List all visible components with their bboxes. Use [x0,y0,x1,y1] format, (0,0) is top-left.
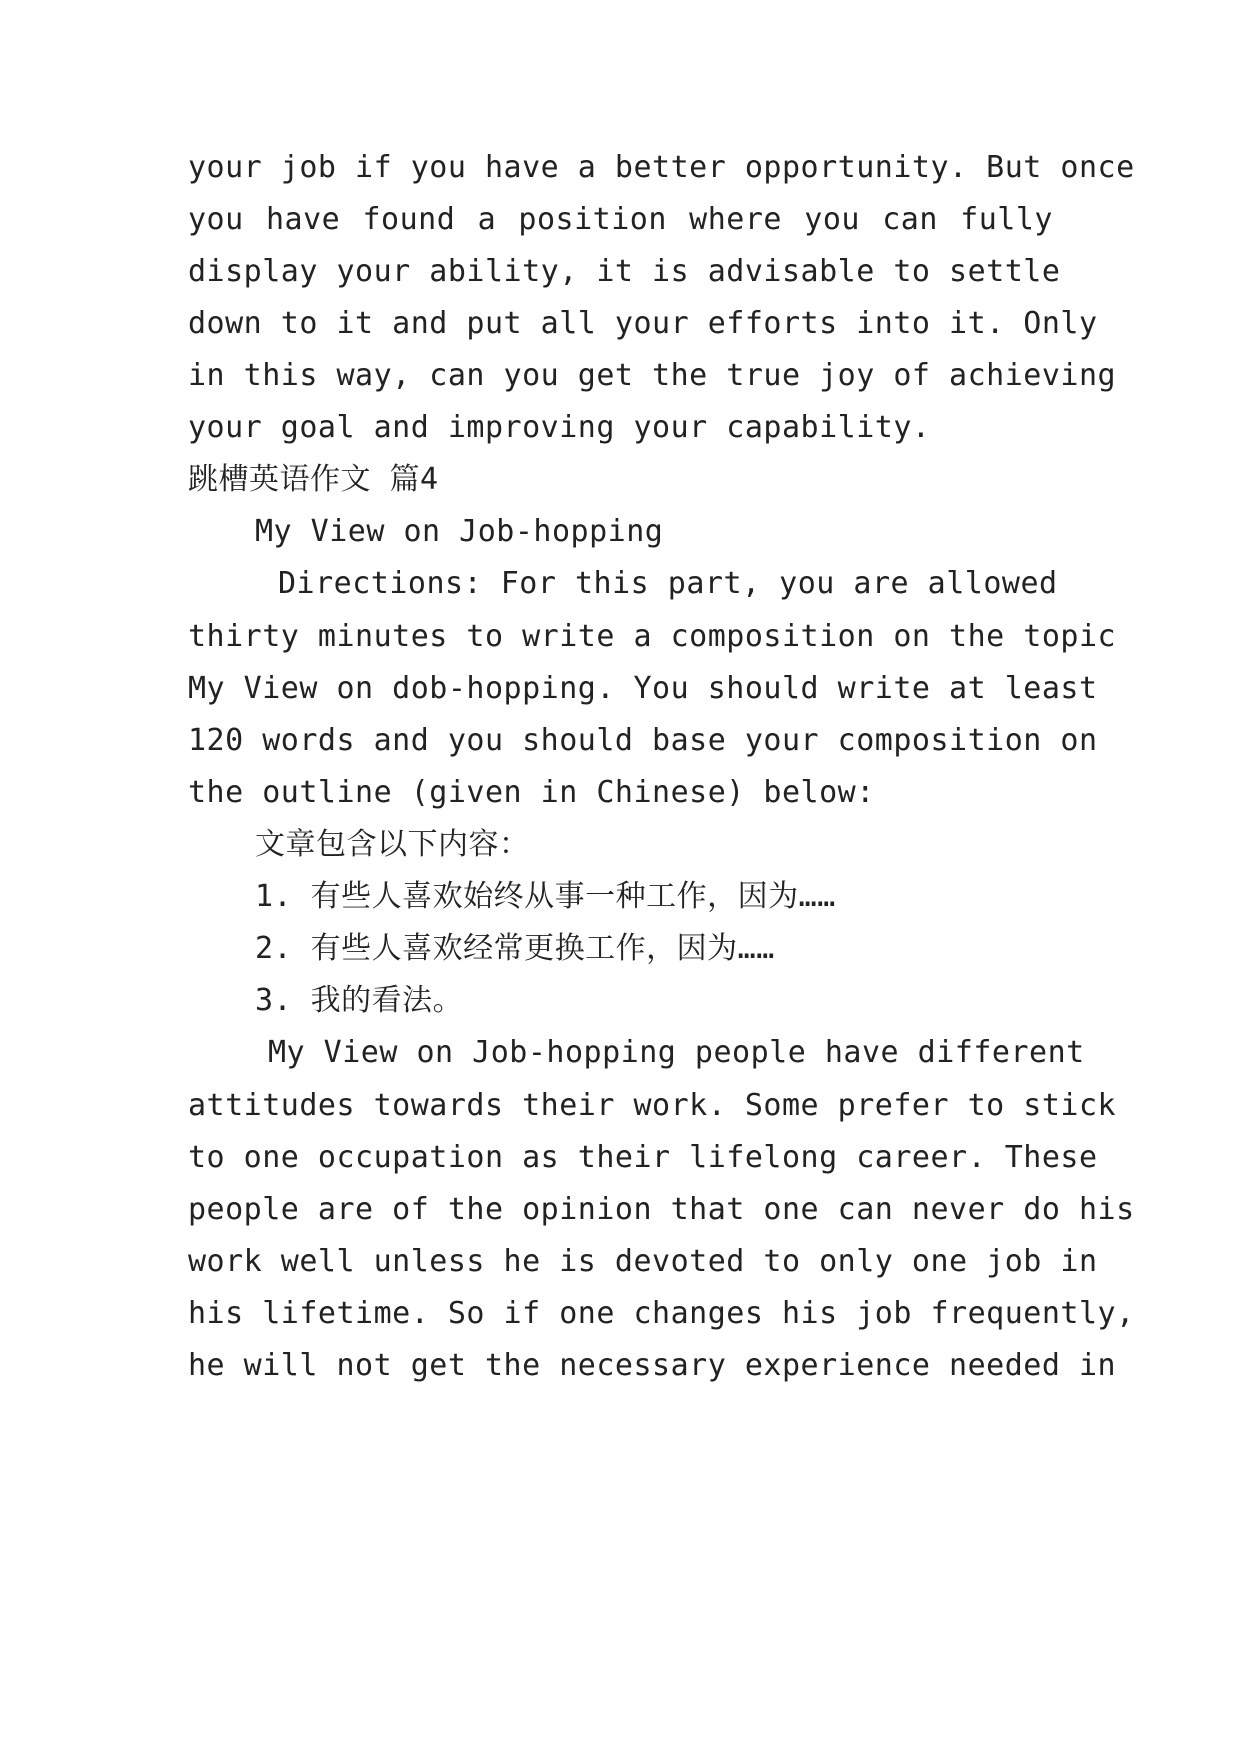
essay-text-line: My View on Job-hopping people have different [268,1035,1085,1070]
directions-text-line: Directions: For this part, you are allowed [278,566,1058,601]
section-heading: 跳槽英语作文 篇4 [188,462,439,497]
body-text-line: display your ability, it is advisable to settle [188,254,1061,289]
essay-text-line: work well unless he is devoted to only one job in [188,1244,1098,1279]
essay-text-line: his lifetime. So if one changes his job frequently, [188,1296,1135,1331]
directions-text-line: My View on dob-hopping. You should write at least [188,671,1098,706]
essay-text-line: people are of the opinion that one can never do his [188,1192,1135,1227]
outline-item: 3. 我的看法。 [255,983,464,1018]
outline-item: 2. 有些人喜欢经常更换工作，因为…… [255,931,775,966]
directions-text-line: the outline (given in Chinese) below: [188,775,875,810]
outline-heading: 文章包含以下内容： [255,827,530,862]
essay-title: My View on Job-hopping [255,514,664,549]
outline-item: 1. 有些人喜欢始终从事一种工作，因为…… [255,879,836,914]
essay-text-line: attitudes towards their work. Some prefer to stick [188,1088,1117,1123]
directions-text-line: 120 words and you should base your composition on [188,723,1098,758]
body-text-line: your job if you have a better opportunity. But once [188,150,1135,185]
essay-text-line: to one occupation as their lifelong career. These [188,1140,1098,1175]
body-text-line: in this way, can you get the true joy of achieving [188,358,1117,393]
essay-text-line: he will not get the necessary experience needed in [188,1348,1117,1383]
directions-text-line: thirty minutes to write a composition on the topic [188,619,1117,654]
body-text-line: you have found a position where you can fully [188,202,1053,237]
body-text-line: your goal and improving your capability. [188,410,931,445]
body-text-line: down to it and put all your efforts into it. Only [188,306,1098,341]
